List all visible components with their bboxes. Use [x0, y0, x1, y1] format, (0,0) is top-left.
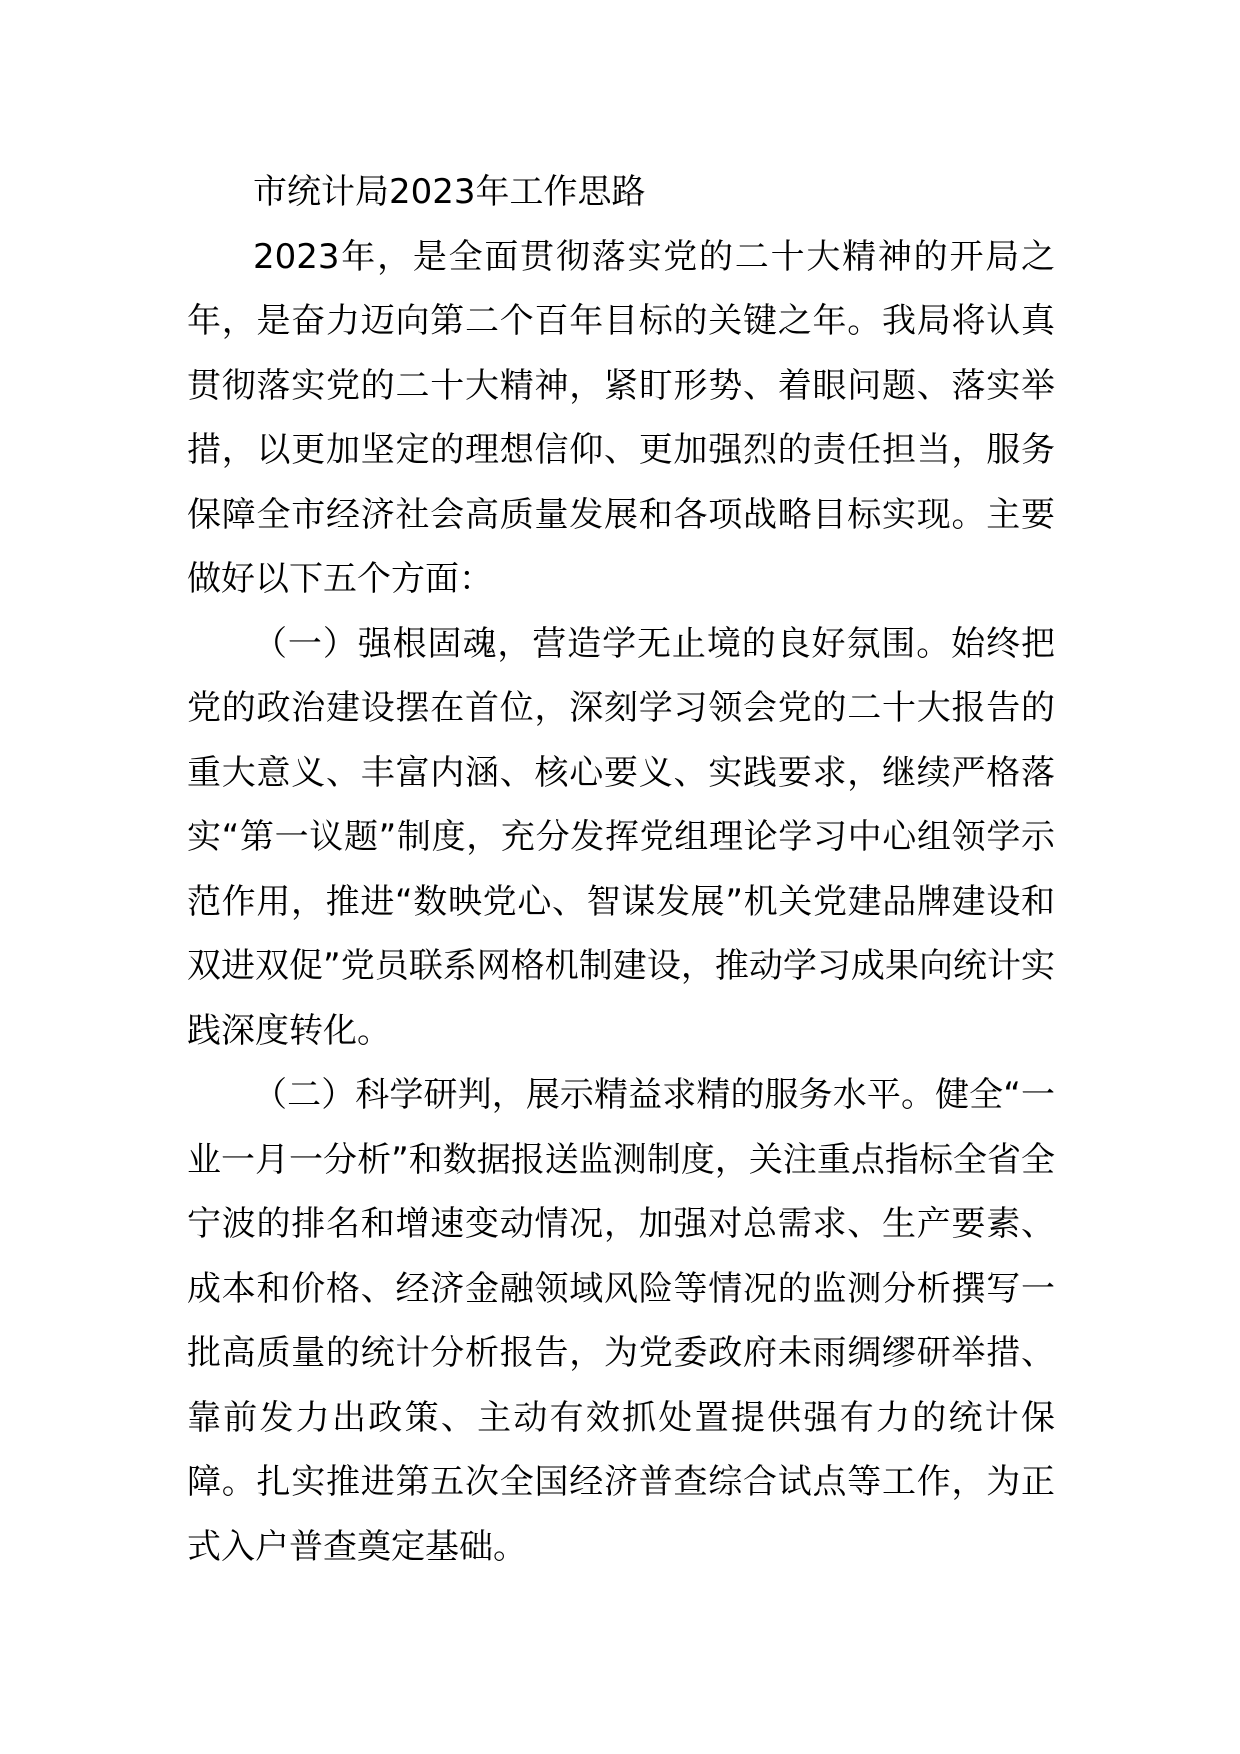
paragraph-section-2: （二）科学研判，展示精益求精的服务水平。健全“一业一月一分析”和数据报送监测制度，关注重点指标全省全宁波的排名和增速变动情况，加强对总需求、生产要素、成本和价格、经济金融领域风险等情况的监测分析撰写一批高质量的统计分析报告，为党委政府未雨绸缪研举措、靠前发力出政策、主动有效抓处置提供强有力的统计保障。扎实推进第五次全国经济普查综合试点等工作，为正式入户普查奠定基础。 [187, 1075, 1055, 1567]
paragraph-section-1: （一）强根固魂，营造学无止境的良好氛围。始终把党的政治建设摆在首位，深刻学习领会党的二十大报告的重大意义、丰富内涵、核心要义、实践要求，继续严格落实“第一议题”制度，充分发挥党组理论学习中心组领学示范作用，推进“数映党心、智谋发展”机关党建品牌建设和双进双促”党员联系网格机制建设，推动学习成果向统计实践深度转化。 [187, 623, 1055, 1051]
document-title: 市统计局2023年工作思路 [253, 172, 646, 212]
paragraph-intro: 2023年，是全面贯彻落实党的二十大精神的开局之年，是奋力迈向第二个百年目标的关键之年。我局将认真贯彻落实党的二十大精神，紧盯形势、着眼问题、落实举措，以更加坚定的理想信仰、更加强烈的责任担当，服务保障全市经济社会高质量发展和各项战略目标实现。主要做好以下五个方面： [187, 236, 1055, 599]
document-body [187, 160, 1055, 1579]
